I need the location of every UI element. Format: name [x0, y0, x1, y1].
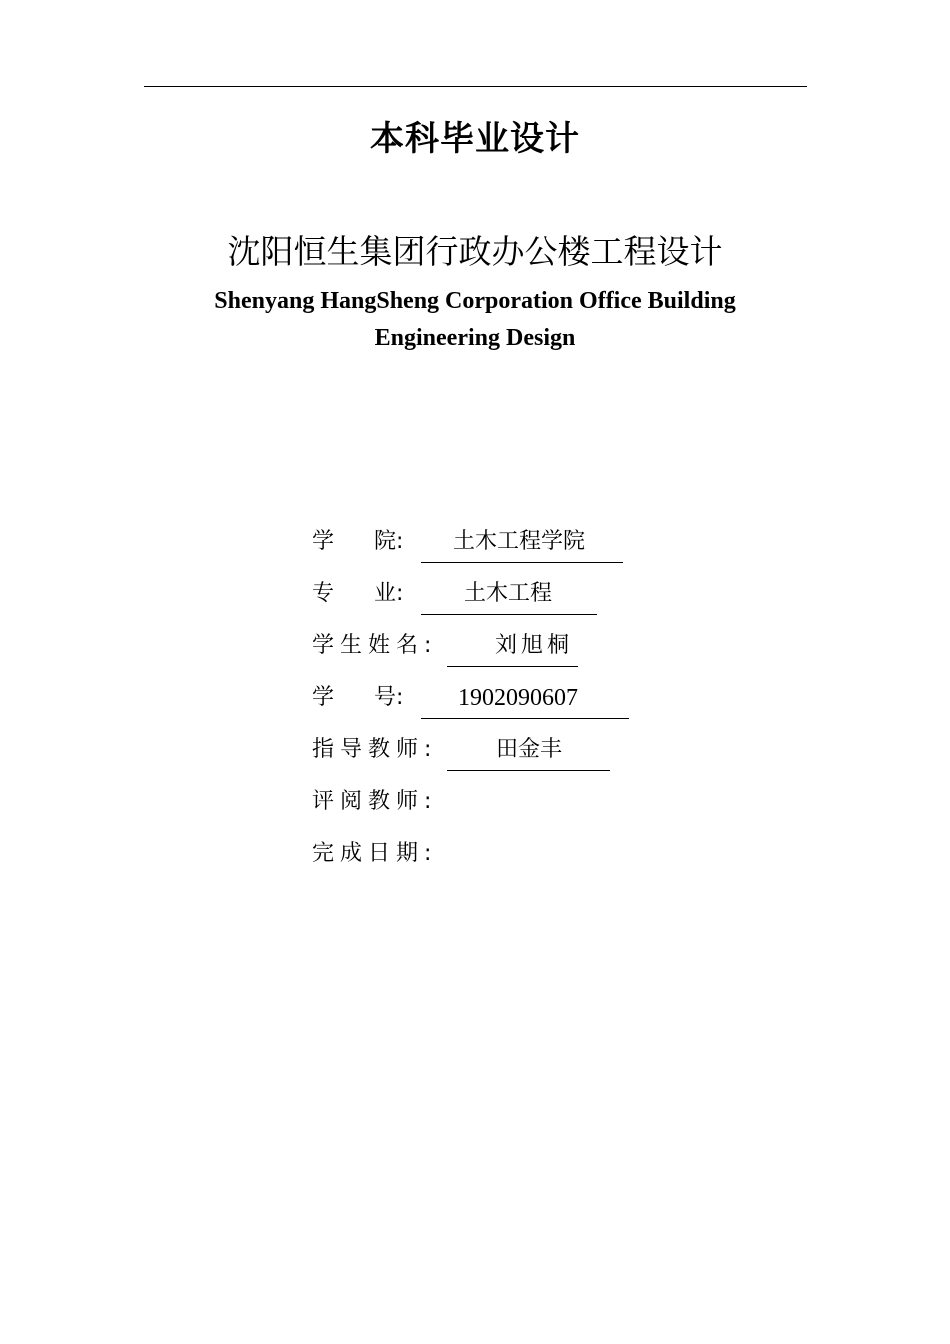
thesis-title-english-line2: Engineering Design — [374, 325, 576, 351]
top-rule — [144, 86, 807, 87]
student-id-value: 1902090607 — [421, 676, 629, 719]
student-id-label: 学 号: — [312, 685, 404, 710]
advisor-value: 田金丰 — [447, 728, 610, 771]
college-label: 学 院: — [312, 529, 404, 554]
major-label: 专 业: — [312, 581, 404, 606]
document-type-heading: 本科毕业设计 — [370, 119, 580, 159]
thesis-title-english — [175, 283, 775, 357]
college-value: 土木工程学院 — [421, 520, 623, 563]
major-value: 土木工程 — [421, 572, 597, 615]
thesis-title-english-line1: Shenyang HangSheng Corporation Office Building — [214, 288, 736, 314]
student-name-label: 学生姓名: — [312, 633, 438, 658]
reviewer-label: 评阅教师: — [312, 789, 438, 814]
thesis-title-chinese: 沈阳恒生集团行政办公楼工程设计 — [227, 232, 723, 271]
student-name-value: 刘旭桐 — [447, 624, 578, 667]
advisor-label: 指导教师: — [312, 737, 438, 762]
completion-date-label: 完成日期: — [312, 841, 438, 866]
